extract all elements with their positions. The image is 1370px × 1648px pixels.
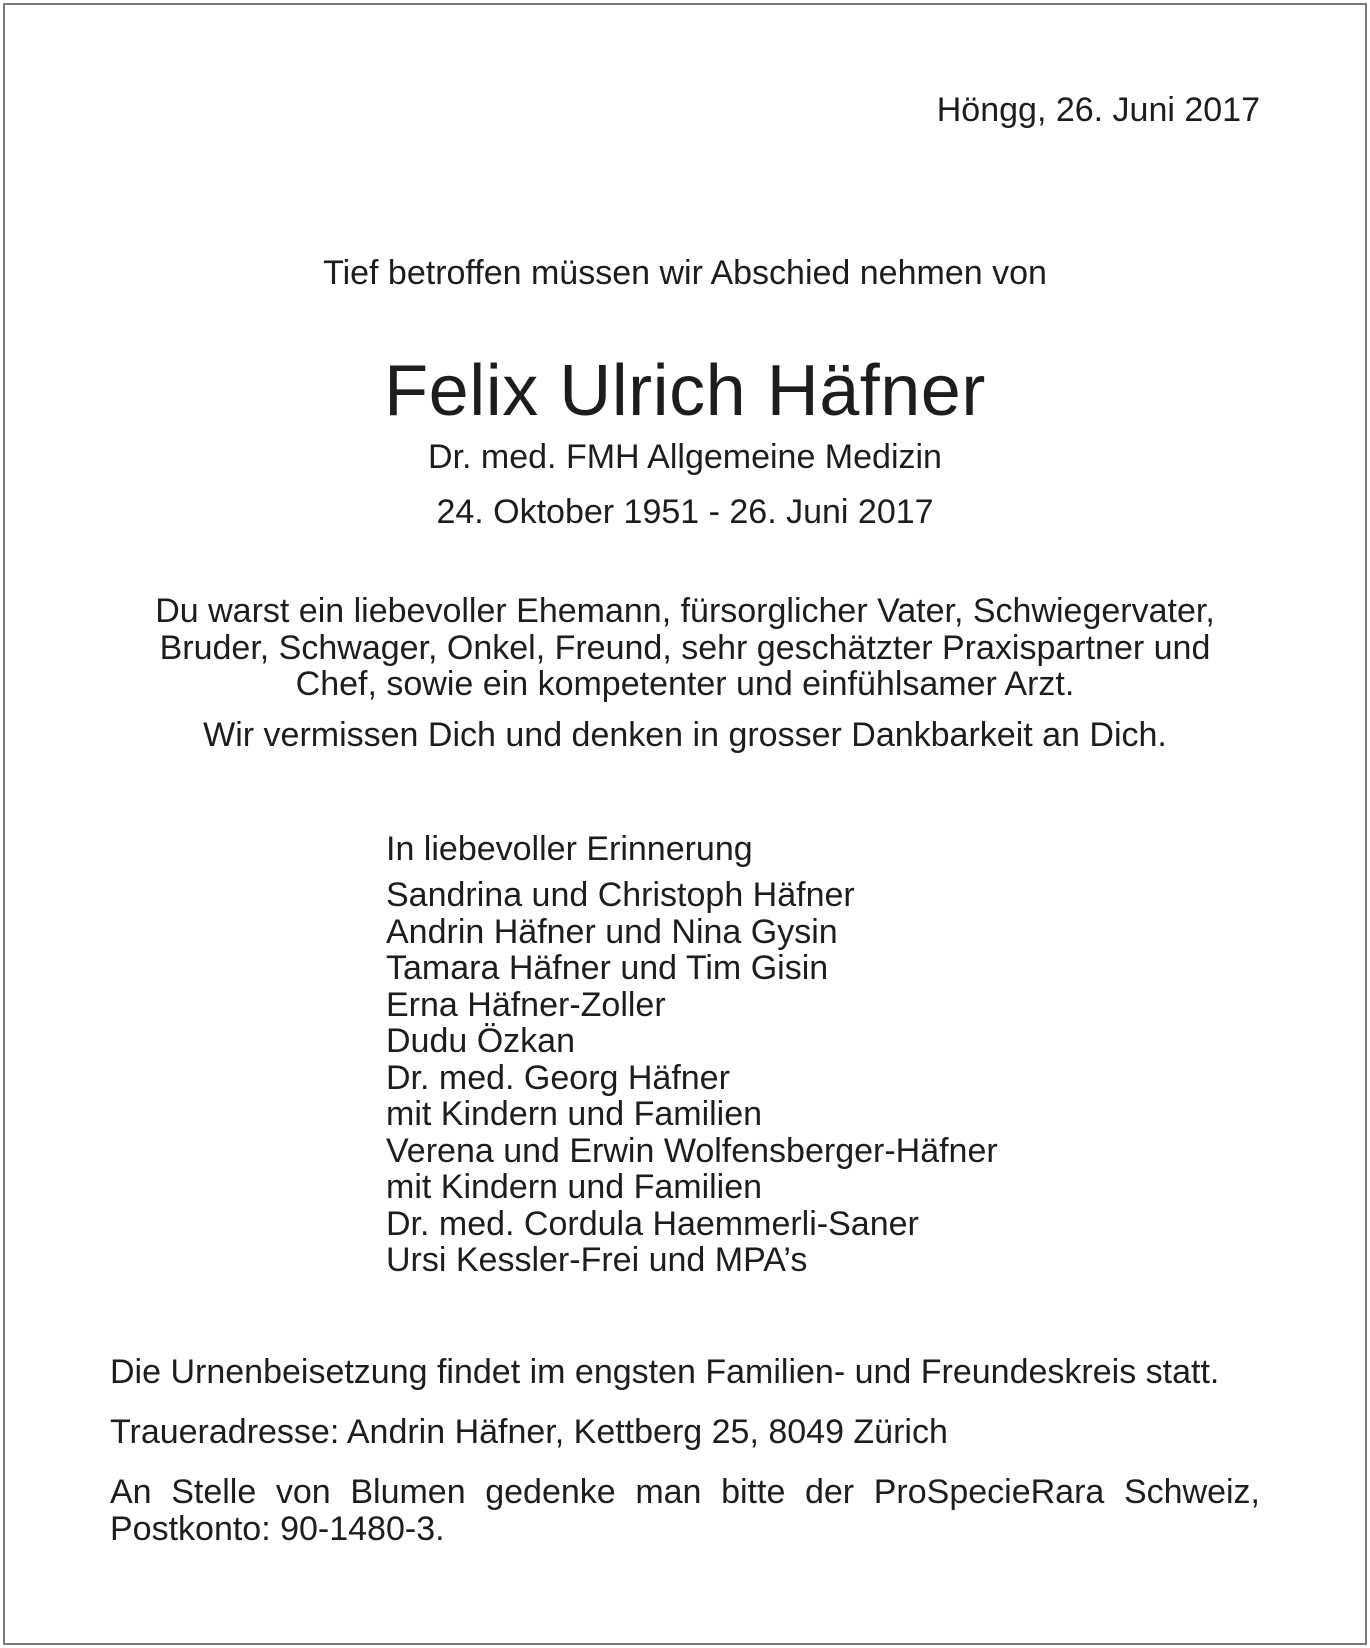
place-date: Höngg, 26. Juni 2017: [936, 91, 1260, 129]
tribute-closing: Wir vermissen Dich und denken in grosser Dankbarkeit an Dich.: [203, 716, 1167, 754]
donation-notice: [110, 1474, 1260, 1547]
tribute-line: Chef, sowie ein kompetenter und einfühlsamer Arzt.: [295, 665, 1075, 703]
tribute-text: [0, 593, 1370, 703]
mourners-list: [386, 877, 998, 1279]
tribute-line: Bruder, Schwager, Onkel, Freund, sehr geschätzter Praxispartner und: [159, 628, 1211, 667]
list-item: Dudu Özkan: [386, 1022, 575, 1060]
list-item: Andrin Häfner und Nina Gysin: [386, 912, 838, 951]
deceased-name: Felix Ulrich Häfner: [384, 351, 986, 431]
notice-frame: [3, 3, 1367, 1645]
list-item: Sandrina und Christoph Häfner: [386, 876, 855, 914]
donation-account: Postkonto: 90-1480-3.: [110, 1509, 445, 1548]
donation-line: An Stelle von Blumen gedenke man bitte der ProSpecieRara Schweiz,: [110, 1473, 1260, 1511]
list-item: Erna Häfner-Zoller: [386, 985, 666, 1024]
professional-title: Dr. med. FMH Allgemeine Medizin: [428, 438, 942, 476]
list-item: mit Kindern und Familien: [386, 1095, 763, 1133]
intro-text: Tief betroffen müssen wir Abschied nehmen von: [323, 254, 1047, 292]
burial-notice: Die Urnenbeisetzung findet im engsten Familien- und Freundeskreis statt.: [110, 1353, 1220, 1391]
list-item: Dr. med. Cordula Haemmerli-Saner: [386, 1204, 919, 1243]
list-item: Ursi Kessler-Frei und MPA’s: [386, 1241, 808, 1279]
list-item: Tamara Häfner und Tim Gisin: [386, 949, 829, 987]
list-item: Dr. med. Georg Häfner: [386, 1058, 730, 1097]
life-dates: 24. Oktober 1951 - 26. Juni 2017: [436, 493, 934, 531]
list-item: Verena und Erwin Wolfensberger-Häfner: [386, 1131, 998, 1170]
mourners-heading: In liebevoller Erinnerung: [386, 830, 753, 868]
mourning-address: Traueradresse: Andrin Häfner, Kettberg 25, 8049 Zürich: [110, 1413, 948, 1451]
list-item: mit Kindern und Familien: [386, 1168, 763, 1206]
tribute-line: Du warst ein liebevoller Ehemann, fürsorglicher Vater, Schwiegervater,: [155, 592, 1215, 630]
